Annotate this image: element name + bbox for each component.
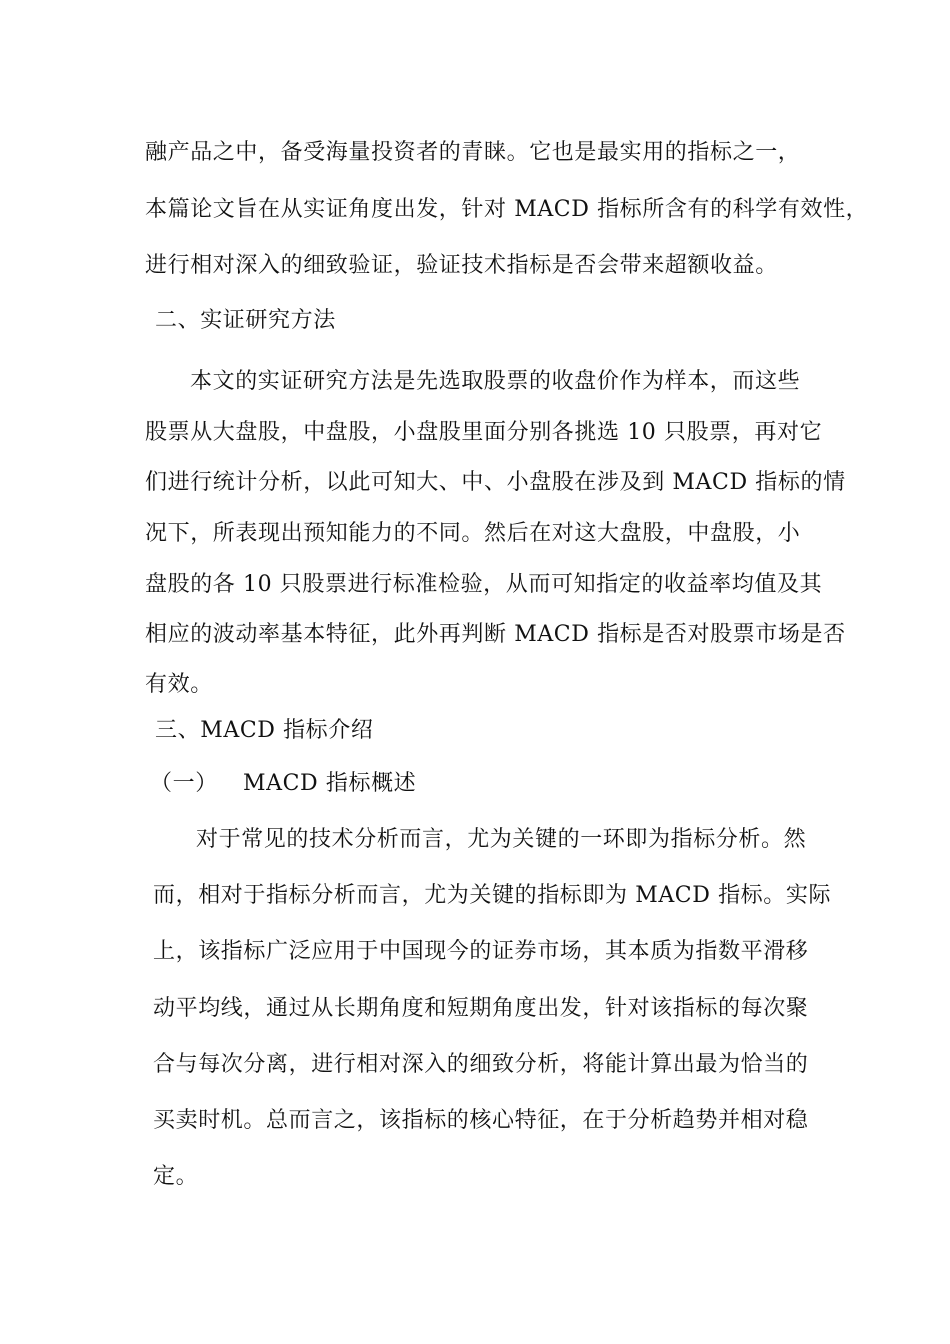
paragraph-1-line-1: 融产品之中，备受海量投资者的青睐。它也是最实用的指标之一， xyxy=(145,140,801,165)
paragraph-2-line-6: 相应的波动率基本特征，此外再判断 MACD 指标是否对股票市场是否 xyxy=(145,622,846,647)
paragraph-2-line-7: 有效。 xyxy=(145,672,213,697)
subsection-1-number: （一） xyxy=(150,771,218,796)
paragraph-2-line-1: 本文的实证研究方法是先选取股票的收盘价作为样本，而这些 xyxy=(190,369,801,394)
section-3-heading: 三、MACD 指标介绍 xyxy=(155,718,374,743)
paragraph-2-line-3: 们进行统计分析，以此可知大、中、小盘股在涉及到 MACD 指标的情 xyxy=(145,470,846,495)
paragraph-3-line-2: 而，相对于指标分析而言，尤为关键的指标即为 MACD 指标。实际 xyxy=(153,883,832,908)
paragraph-2-line-2: 股票从大盘股，中盘股，小盘股里面分别各挑选 10 只股票，再对它 xyxy=(145,420,823,445)
section-2-heading: 二、实证研究方法 xyxy=(155,308,336,333)
paragraph-1-line-3: 进行相对深入的细致验证，验证技术指标是否会带来超额收益。 xyxy=(145,253,778,278)
paragraph-2-line-5: 盘股的各 10 只股票进行标准检验，从而可知指定的收益率均值及其 xyxy=(145,572,823,597)
paragraph-2-line-4: 况下，所表现出预知能力的不同。然后在对这大盘股，中盘股，小 xyxy=(145,521,801,546)
paragraph-1-line-2: 本篇论文旨在从实证角度出发，针对 MACD 指标所含有的科学有效性， xyxy=(145,197,869,222)
paragraph-3-line-1: 对于常见的技术分析而言，尤为关键的一环即为指标分析。然 xyxy=(196,827,807,852)
paragraph-3-line-4: 动平均线，通过从长期角度和短期角度出发，针对该指标的每次聚 xyxy=(153,996,809,1021)
subsection-1-title: MACD 指标概述 xyxy=(243,771,417,796)
paragraph-3-line-7: 定。 xyxy=(153,1164,199,1189)
paragraph-3-line-5: 合与每次分离，进行相对深入的细致分析，将能计算出最为恰当的 xyxy=(153,1052,809,1077)
subsection-1-heading xyxy=(150,769,416,799)
paragraph-3-line-3: 上，该指标广泛应用于中国现今的证券市场，其本质为指数平滑移 xyxy=(153,939,809,964)
paragraph-3-line-6: 买卖时机。总而言之，该指标的核心特征，在于分析趋势并相对稳 xyxy=(153,1108,809,1133)
